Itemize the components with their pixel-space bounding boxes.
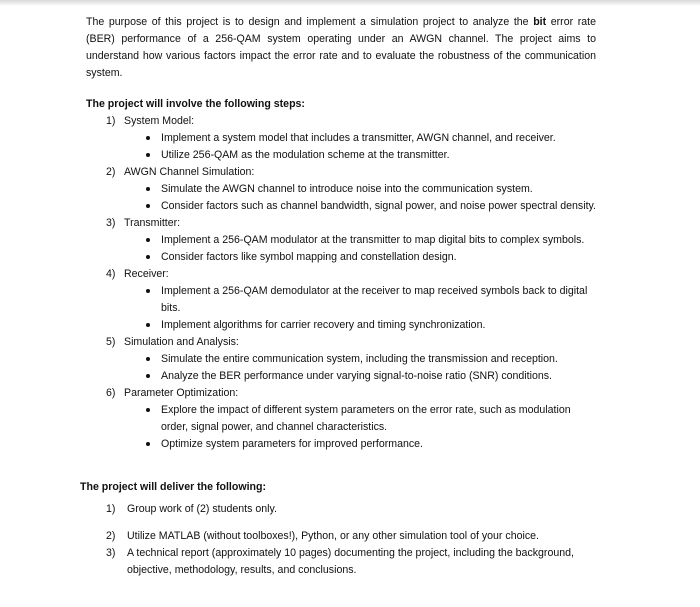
document-body bbox=[86, 14, 596, 453]
bullet-icon bbox=[146, 204, 150, 208]
step-bullets bbox=[124, 232, 596, 266]
step-item bbox=[86, 215, 596, 266]
step-bullets bbox=[124, 402, 596, 453]
bullet-item bbox=[146, 351, 596, 368]
step-bullets bbox=[124, 181, 596, 215]
step-number: 6) bbox=[106, 387, 116, 399]
steps-heading: The project will involve the following steps: bbox=[86, 98, 305, 110]
bullet-text: Utilize 256-QAM as the modulation scheme at the transmitter. bbox=[161, 149, 450, 161]
step-bullets bbox=[124, 130, 596, 164]
bullet-icon bbox=[146, 323, 150, 327]
step-title: Parameter Optimization: bbox=[124, 387, 239, 399]
deliverable-text: Group work of (2) students only. bbox=[127, 503, 277, 515]
bullet-item bbox=[146, 368, 596, 385]
bullet-item bbox=[146, 198, 596, 215]
bullet-item bbox=[146, 402, 596, 436]
step-number: 1) bbox=[106, 115, 116, 127]
bullet-text: Explore the impact of different system parameters on the error rate, such as modulation order, signal power, and channel characteristics. bbox=[161, 404, 571, 433]
bullet-icon bbox=[146, 187, 150, 191]
bullet-icon bbox=[146, 374, 150, 378]
step-item bbox=[86, 385, 596, 453]
bullet-item bbox=[146, 317, 596, 334]
bullet-text: Implement a system model that includes a transmitter, AWGN channel, and receiver. bbox=[161, 132, 556, 144]
step-number: 5) bbox=[106, 336, 116, 348]
bullet-text: Consider factors like symbol mapping and constellation design. bbox=[161, 251, 457, 263]
intro-paragraph bbox=[86, 14, 596, 82]
step-number: 2) bbox=[106, 166, 116, 178]
bullet-icon bbox=[146, 136, 150, 140]
bullet-icon bbox=[146, 153, 150, 157]
bullet-item bbox=[146, 436, 596, 453]
bullet-text: Optimize system parameters for improved performance. bbox=[161, 438, 423, 450]
deliverable-item bbox=[106, 545, 614, 579]
intro-text-end: error rate (BER) performance of a 256-QAM system operating under an AWGN channel. The project aims to understand how various factors impact the error rate and to evaluate the robustness of the communication system. bbox=[86, 16, 596, 79]
bullet-icon bbox=[146, 442, 150, 446]
step-item bbox=[86, 164, 596, 215]
step-number: 4) bbox=[106, 268, 116, 280]
deliverable-number: 3) bbox=[106, 547, 116, 559]
bullet-text: Analyze the BER performance under varying signal-to-noise ratio (SNR) conditions. bbox=[161, 370, 552, 382]
step-number: 3) bbox=[106, 217, 116, 229]
bullet-icon bbox=[146, 289, 150, 293]
deliverable-item bbox=[106, 501, 614, 518]
intro-text-start: The purpose of this project is to design and implement a simulation project to analyze the bbox=[86, 16, 534, 28]
bullet-text: Implement a 256-QAM modulator at the transmitter to map digital bits to complex symbols. bbox=[161, 234, 585, 246]
deliverables-list bbox=[106, 501, 614, 579]
step-title: AWGN Channel Simulation: bbox=[124, 166, 255, 178]
intro-bold-word: bit bbox=[533, 16, 547, 28]
step-title: Simulation and Analysis: bbox=[124, 336, 239, 348]
bullet-icon bbox=[146, 357, 150, 361]
step-bullets bbox=[124, 351, 596, 385]
bullet-item bbox=[146, 147, 596, 164]
bullet-item bbox=[146, 181, 596, 198]
bullet-icon bbox=[146, 408, 150, 412]
bullet-icon bbox=[146, 238, 150, 242]
bullet-item bbox=[146, 283, 596, 317]
steps-list bbox=[86, 113, 596, 453]
step-title: System Model: bbox=[124, 115, 195, 127]
bullet-text: Simulate the AWGN channel to introduce noise into the communication system. bbox=[161, 183, 533, 195]
bullet-item bbox=[146, 232, 596, 249]
step-item bbox=[86, 113, 596, 164]
bullet-text: Implement algorithms for carrier recovery and timing synchronization. bbox=[161, 319, 486, 331]
deliverables-heading: The project will deliver the following: bbox=[80, 481, 266, 493]
step-title: Receiver: bbox=[124, 268, 169, 280]
deliverable-text: A technical report (approximately 10 pages) documenting the project, including the background, objective, methodology, results, and conclusions. bbox=[127, 547, 574, 576]
step-title: Transmitter: bbox=[124, 217, 181, 229]
bullet-icon bbox=[146, 255, 150, 259]
step-bullets bbox=[124, 283, 596, 334]
step-item bbox=[86, 334, 596, 385]
bullet-text: Consider factors such as channel bandwidth, signal power, and noise power spectral density. bbox=[161, 200, 596, 212]
deliverable-number: 2) bbox=[106, 530, 116, 542]
step-item bbox=[86, 266, 596, 334]
deliverable-number: 1) bbox=[106, 503, 116, 515]
deliverable-text: Utilize MATLAB (without toolboxes!), Python, or any other simulation tool of your choice. bbox=[127, 530, 539, 542]
bullet-text: Implement a 256-QAM demodulator at the receiver to map received symbols back to digital bits. bbox=[161, 285, 588, 314]
bullet-item bbox=[146, 249, 596, 266]
bullet-item bbox=[146, 130, 596, 147]
page-top-edge bbox=[0, 0, 700, 6]
deliverable-item bbox=[106, 528, 614, 545]
bullet-text: Simulate the entire communication system, including the transmission and reception. bbox=[161, 353, 558, 365]
